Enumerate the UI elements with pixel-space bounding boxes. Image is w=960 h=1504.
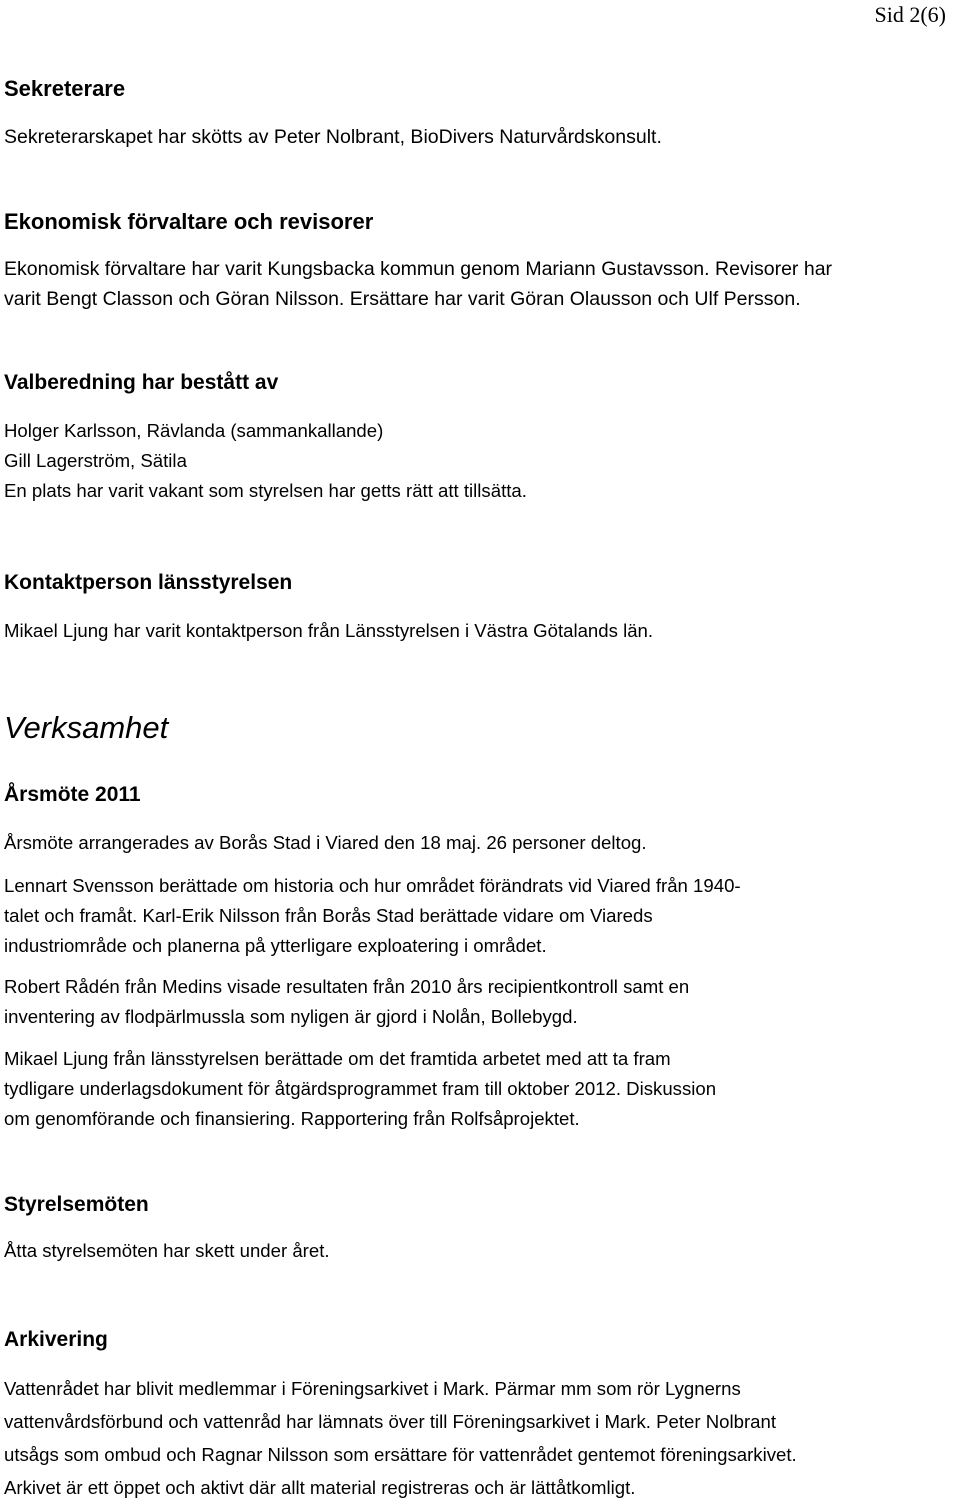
text-line: utsågs som ombud och Ragnar Nilsson som ersättare för vattenrådet gentemot föreningsarkivet. [4, 1444, 797, 1465]
page-number: Sid 2(6) [874, 2, 946, 27]
text-styrelsemoten: Åtta styrelsemöten har skett under året. [4, 1240, 330, 1261]
heading-arkivering: Arkivering [4, 1328, 108, 1351]
paragraph-arsmote-2 [4, 871, 954, 961]
heading-valberedning: Valberedning har bestått av [4, 371, 279, 394]
text-line: om genomförande och finansiering. Rapportering från Rolfsåprojektet. [4, 1108, 580, 1129]
text-line: Ekonomisk förvaltare har varit Kungsbacka kommun genom Mariann Gustavsson. Revisorer har [4, 258, 833, 280]
text-line: Lennart Svensson berättade om historia och hur området förändrats vid Viared från 1940- [4, 875, 741, 896]
text-line: industriområde och planerna på ytterligare exploatering i området. [4, 935, 547, 956]
text-line: inventering av flodpärlmussla som nyligen är gjord i Nolån, Bollebygd. [4, 1006, 578, 1027]
paragraph-valberedning [4, 416, 954, 506]
text-kontakt: Mikael Ljung har varit kontaktperson från Länsstyrelsen i Västra Götalands län. [4, 620, 654, 641]
heading-verksamhet: Verksamhet [4, 710, 169, 745]
text-line: Arkivet är ett öppet och aktivt där allt material registreras och är lättåtkomligt. [4, 1477, 636, 1498]
text-line: tydligare underlagsdokument för åtgärdsprogrammet fram till oktober 2012. Diskussion [4, 1078, 717, 1099]
paragraph-arsmote-1 [4, 828, 954, 858]
text-line: Gill Lagerström, Sätila [4, 450, 187, 471]
text-line: talet och framåt. Karl-Erik Nilsson från Borås Stad berättade vidare om Viareds [4, 905, 653, 926]
text-line: Årsmöte arrangerades av Borås Stad i Viared den 18 maj. 26 personer deltog. [4, 832, 647, 853]
paragraph-arkivering [4, 1372, 954, 1504]
heading-sekreterare: Sekreterare [4, 76, 126, 101]
text-line: En plats har varit vakant som styrelsen har getts rätt att tillsätta. [4, 480, 527, 501]
text-line: Mikael Ljung från länsstyrelsen berättade om det framtida arbetet med att ta fram [4, 1048, 671, 1069]
heading-arsmote: Årsmöte 2011 [4, 783, 141, 806]
text-line: varit Bengt Classon och Göran Nilsson. Ersättare har varit Göran Olausson och Ulf Persson. [4, 288, 801, 310]
text-line: Holger Karlsson, Rävlanda (sammankallande) [4, 420, 384, 441]
text-sekreterare: Sekreterarskapet har skötts av Peter Nolbrant, BioDivers Naturvårdskonsult. [4, 126, 662, 148]
text-line: vattenvårdsförbund och vattenråd har lämnats över till Föreningsarkivet i Mark. Peter Nolbrant [4, 1411, 777, 1432]
text-line: Vattenrådet har blivit medlemmar i Föreningsarkivet i Mark. Pärmar mm som rör Lygnerns [4, 1378, 741, 1399]
text-line: Robert Rådén från Medins visade resultaten från 2010 års recipientkontroll samt en [4, 976, 690, 997]
paragraph-arsmote-3 [4, 972, 954, 1032]
heading-kontakt: Kontaktperson länsstyrelsen [4, 571, 293, 594]
heading-styrelsemoten: Styrelsemöten [4, 1193, 149, 1216]
paragraph-ekonomi [4, 254, 954, 314]
paragraph-arsmote-4 [4, 1044, 954, 1134]
heading-ekonomi: Ekonomisk förvaltare och revisorer [4, 209, 374, 234]
